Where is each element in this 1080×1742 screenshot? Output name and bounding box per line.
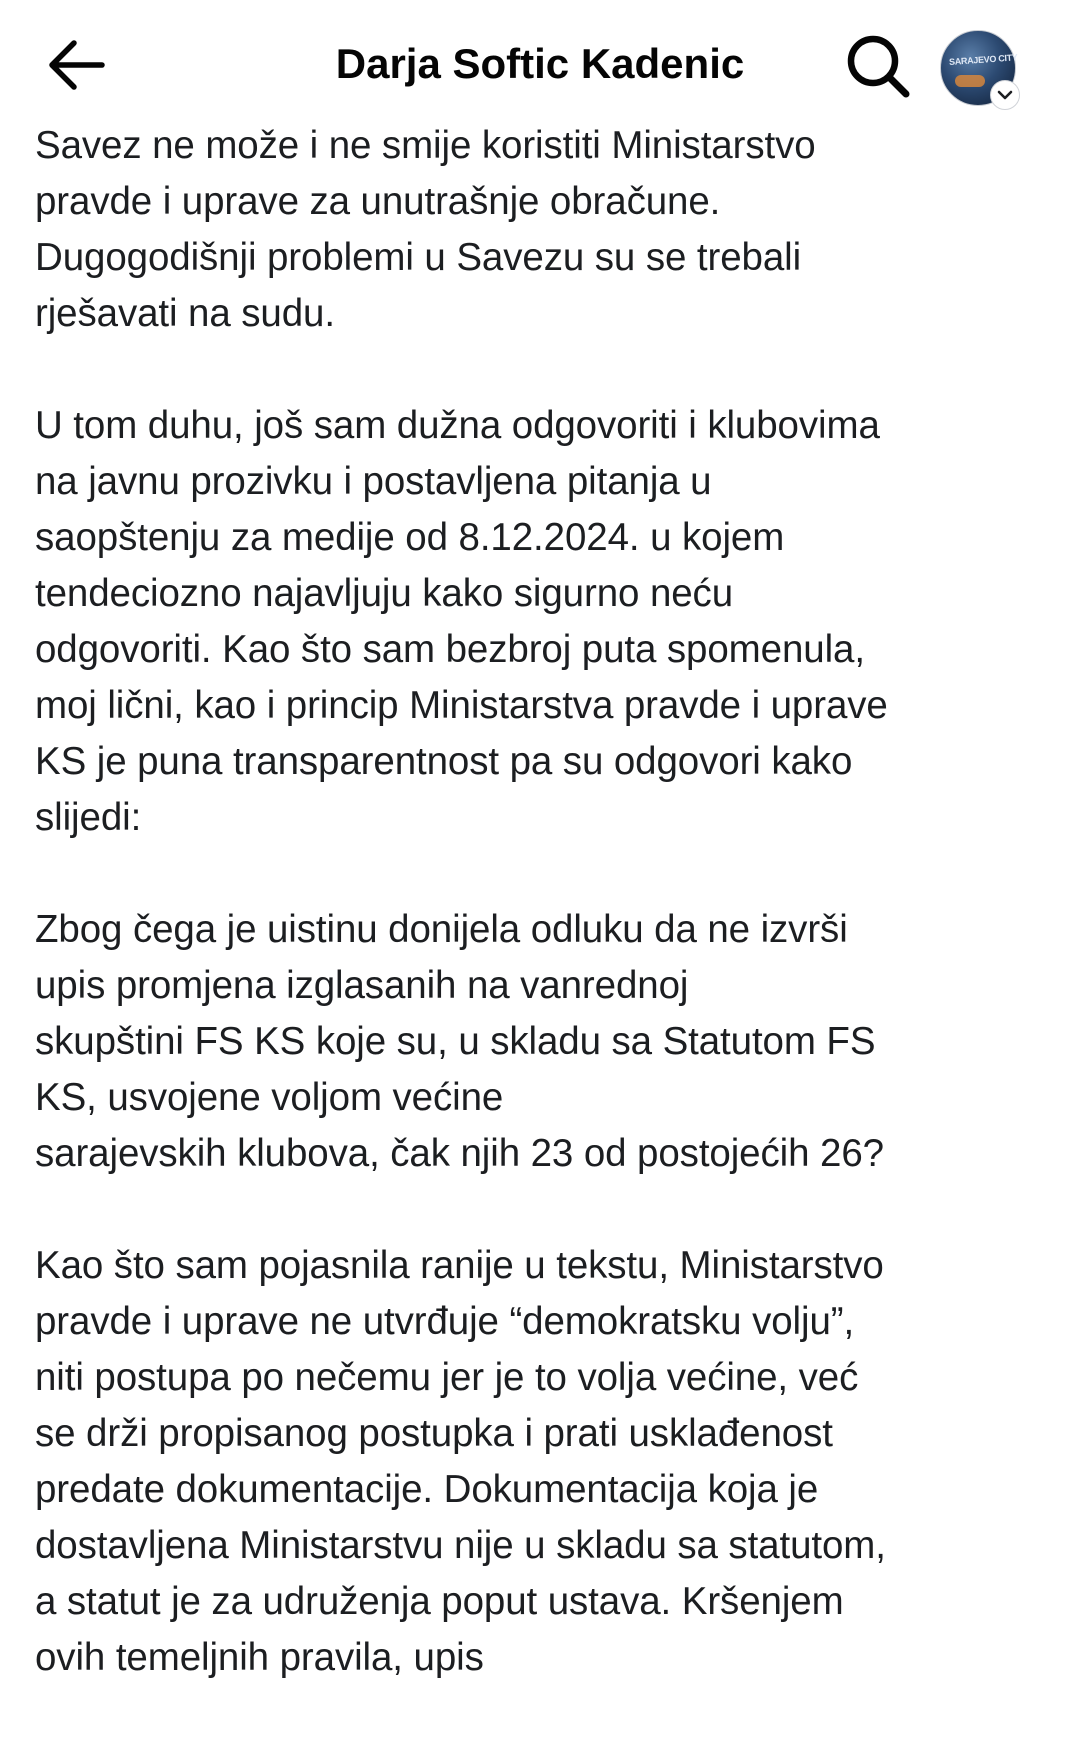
text-line: Dugogodišnji problemi u Savezu su se trebali [35, 236, 802, 279]
post-paragraph [35, 118, 1055, 342]
text-line: KS, usvojene voljom većine [35, 1076, 504, 1119]
text-line: predate dokumentacije. Dokumentacija koja je [35, 1468, 819, 1511]
text-line: Savez ne može i ne smije koristiti Ministarstvo [35, 124, 816, 167]
avatar-caption: SARAJEVO CITY [948, 52, 1018, 68]
text-line: slijedi: [35, 796, 142, 839]
text-line: tendeciozno najavljuju kako sigurno neću [35, 572, 734, 615]
text-line: ovih temeljnih pravila, upis [35, 1636, 484, 1679]
text-line: pravde i uprave ne utvrđuje “demokratsku volju”, [35, 1300, 855, 1343]
text-line: na javnu prozivku i postavljena pitanja u [35, 460, 712, 503]
text-line: skupštini FS KS koje su, u skladu sa Statutom FS [35, 1020, 876, 1063]
text-line: a statut je za udruženja poput ustava. Kršenjem [35, 1580, 844, 1623]
avatar-image-detail [955, 75, 985, 87]
text-line: niti postupa po nečemu jer je to volja većine, već [35, 1356, 859, 1399]
post-paragraph [35, 902, 1055, 1182]
text-line: moj lični, kao i princip Ministarstva pravde i uprave [35, 684, 888, 727]
text-line: upis promjena izglasanih na vanrednoj [35, 964, 689, 1007]
post-text [35, 118, 1055, 1742]
text-line: rješavati na sudu. [35, 292, 335, 335]
text-line: saopštenju za medije od 8.12.2024. u kojem [35, 516, 785, 559]
text-line: sarajevskih klubova, čak njih 23 od postojećih 26? [35, 1132, 884, 1175]
text-line: dostavljena Ministarstvu nije u skladu sa statutom, [35, 1524, 886, 1567]
search-button[interactable] [840, 28, 916, 104]
post-paragraph [35, 398, 1055, 846]
text-line: KS je puna transparentnost pa su odgovori kako [35, 740, 853, 783]
text-line: U tom duhu, još sam dužna odgovoriti i klubovima [35, 404, 880, 447]
arrow-left-icon [40, 30, 116, 100]
post-paragraph [35, 1238, 1055, 1686]
chevron-down-icon [991, 81, 1019, 109]
avatar-badge [990, 80, 1020, 110]
profile-switcher[interactable] [938, 26, 1022, 110]
top-bar [0, 0, 1080, 128]
text-line: Zbog čega je uistinu donijela odluku da ne izvrši [35, 908, 848, 951]
text-line: odgovoriti. Kao što sam bezbroj puta spomenula, [35, 628, 865, 671]
text-line: Kao što sam pojasnila ranije u tekstu, Ministarstvo [35, 1244, 884, 1287]
search-icon [840, 28, 916, 104]
text-line: se drži propisanog postupka i prati usklađenost [35, 1412, 833, 1455]
back-button[interactable] [40, 30, 116, 100]
page-title: Darja Softic Kadenic [335, 40, 745, 87]
text-line: pravde i uprave za unutrašnje obračune. [35, 180, 721, 223]
